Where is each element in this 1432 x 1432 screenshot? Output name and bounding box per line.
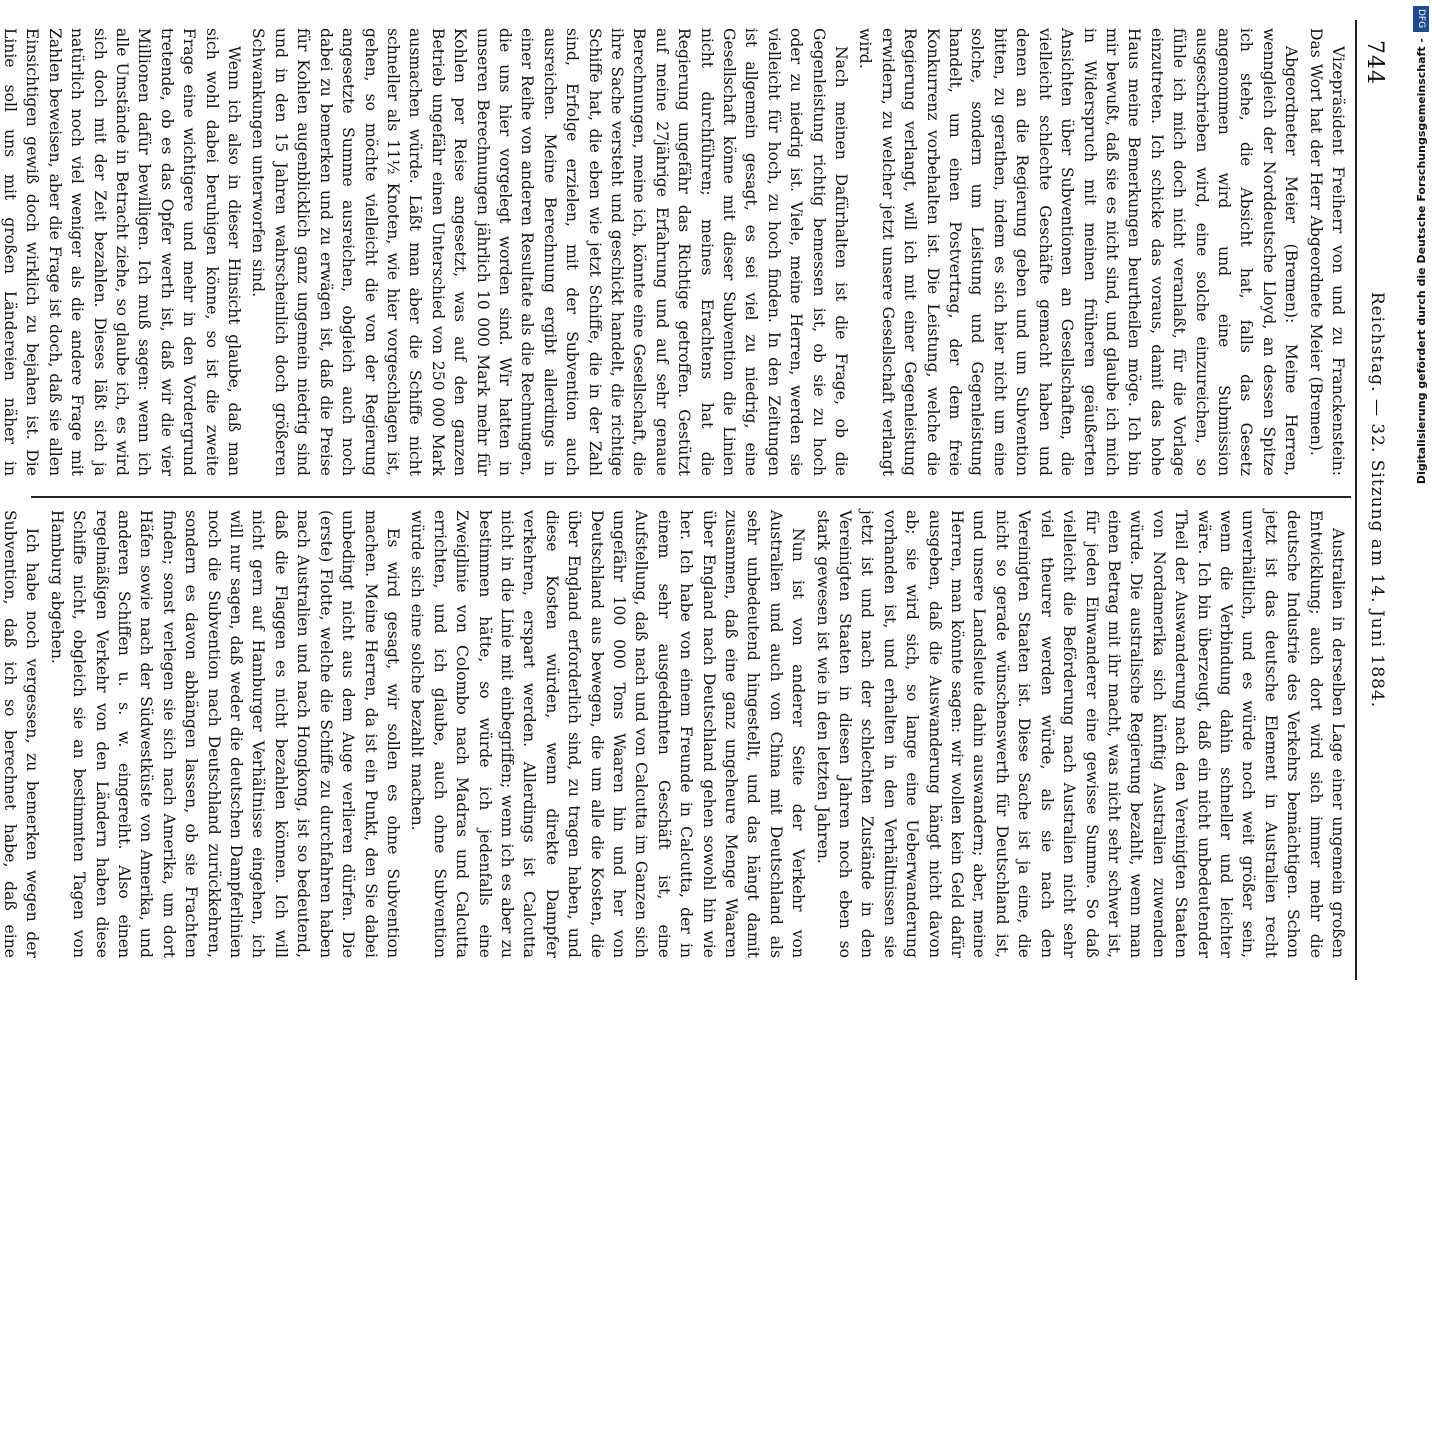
page-header bbox=[1355, 20, 1395, 980]
paragraph: Abgeordneter Meier (Bremen): Meine Herren, wenngleich der Norddeutsche Lloyd, an dessen Spitze ich stehe, die Absicht hat, falls das Gesetz angenommen wird und eine Submission ausgeschrieben wird, eine solche einzureichen, so fühle ich mich doch nicht veranlaßt, für die Vorlage einzutreten. Ich schicke das voraus, damit das hohe Haus meine Bemerkungen beurtheilen möge. Ich bin mir bewußt, daß sie es nicht sind, und glaube ich mich in Widerspruch mit meinen früheren geäußerten Ansichten über Subventionen an Gesellschaften, die vielleicht schlechte Geschäfte gemacht haben und denen an die Regierung geben und um Subvention bitten, zu gerathen, indem es sich hier nicht um eine solche, sondern um Leistung und Gegenleistung handelt, um einen Postvertrag, der dem freie Konkurrenz vorbehalten ist. Die Leistung, welche die Regierung verlangt, will ich mit einer Gegenleistung erwidern, zu welcher jetzt unsere Gesellschaft verlangt wird. bbox=[856, 28, 1301, 476]
paragraph: Ich habe noch vergessen, zu bemerken wegen der Subvention, daß ich so berechnet habe, daß eine bbox=[1, 510, 42, 958]
paragraph: Nach meinen Dafürhalten ist die Frage, ob die Gegenleistung richtig bemessen ist, ob sie zu hoch oder zu niedrig ist. Viele, meine Herren, werden sie vielleicht für hoch, zu hoch finden. In den Zeitungen ist allgemein gesagt, es sei viel zu niedrig, eine Gesellschaft könne mit dieser Subvention die Linien nicht durchführen; meines Erachtens hat die Regierung ungefähr das Richtige getroffen. Gestützt auf meine 27jährige Erfahrung und auf sehr genaue Berechnungen, meine ich, könnte eine Gesellschaft, die ihre Sache versteht und geschickt handelt, die richtige Schiffe hat, die eben wie jetzt Schiffe, die in der Zahl sind, Erfolge erzielen, mit der Subvention auch ausreichen. Meine Berechnung ergibt allerdings in einer Reihe von anderen Resultate als die Rechnungen, die uns hier vorgelegt worden sind. Wir hatten in unseren Berechnungen jährlich 10 000 Mark mehr für Kohlen per Reise angesetzt, was auf den ganzen Betrieb ungefähr einen Unterschied von 250 000 Mark ausmachen würde. Läßt man aber die Schiffe nicht schneller als 11½ Knoten, wie hier vorgeschlagen ist, gehen, so möchte vielleicht die von der Regierung angesetzte Summe ausreichen, obgleich auch noch dabei zu bemerken und zu erwägen ist, daß die Preise für Kohlen augenblicklich ganz ungemein niedrig sind und in den 15 Jahren wahrscheinlich doch größeren Schwankungen unterworfen sind. bbox=[249, 28, 851, 476]
rotated-page-content bbox=[1, 10, 1395, 990]
paragraph: Vizepräsident Freiherr von und zu Franckenstein: Das Wort hat der Herr Abgeordnete Meier (Bremen). bbox=[1306, 28, 1347, 476]
left-column bbox=[1, 28, 1349, 476]
funding-note: Digitalisierung gefördert durch die Deutsche Forschungsgemeinschaft - bbox=[1415, 38, 1428, 485]
column-divider bbox=[31, 496, 1351, 498]
page-title: Reichstag. — 32. Sitzung am 14. Juni 1884. bbox=[1367, 291, 1387, 709]
funding-strip bbox=[1410, 0, 1432, 1000]
paragraph: Es wird gesagt, wir sollen es ohne Subvention machen. Meine Herren, da ist ein Punkt, den Sie dabei unbedingt nicht aus dem Auge verlieren dürfen. Die (erste) Flotte, welche die Schiffe zu durchfahren haben nach Australien und nach Hongkong, ist so bedeutend, daß die Flaggen es nicht bezahlen können. Ich will nicht gern auf Hamburger Verhältnisse eingehen, ich will nur sagen, daß weder die deutschen Dampferlinien noch die Subvention nach Deutschland zurückkehren, sondern es davon abhängen lassen, ob sie Frachten finden; sonst verlegen sie sich nach Amerika, um dort Häfen sowie nach der Südwestküste von Amerika, und anderen Schiffen u. s. w. eingereiht. Also einen regelmäßigen Verkehr von den Ländern haben diese Schiffe nicht, obgleich sie an bestimmten Tagen von Hamburg abgehen. bbox=[47, 510, 402, 958]
paragraph: Nun ist von anderer Seite der Verkehr von Australien und auch von China mit Deutschland als sehr unbedeutend hingestellt, und das hängt damit zusammen, daß eine ganz ungeheure Menge Waaren über England nach Deutschland gehen sowohl hin wie her. Ich habe von einem Freunde in Calcutta, der in einem sehr ausgedehnten Geschäft ist, eine Aufstellung, daß nach und von Calcutta im Ganzen sich ungefähr 100 000 Tons Waaren hin und her von Deutschland aus bewegen, die um alle die Kosten, die über England erforderlich sind, zu tragen haben, und diese Kosten würden, wenn direkte Dampfer verkehren, erspart werden. Allerdings ist Calcutta nicht in die Linie mit einbegriffen; wenn ich es aber zu bestimmen hätte, so würde ich jedenfalls eine Zweiglinie von Colombo nach Madras und Calcutta errichten, und ich glaube, auch ohne Subvention würde sich eine solche bezahlt machen. bbox=[408, 510, 808, 958]
right-column bbox=[1, 510, 1349, 958]
dfg-logo: DFG bbox=[1413, 6, 1429, 32]
page-number: 744 bbox=[1362, 40, 1387, 85]
paragraph: Wenn ich also in dieser Hinsicht glaube, daß man sich wohl dabei beruhigen könne, so ist die zweite Frage eine wichtigere und mehr in den Vordergrund tretende, ob es das Opfer werth ist, daß wir die vier Millionen dafür bewilligen. Ich muß sagen: wenn ich alle Umstände in Betracht ziehe, so glaube ich, es wird sich doch mit der Zeit bezahlen. Dieses läßt sich ja natürlich noch viel weniger als die andere Frage mit Zahlen beweisen, aber die Frage ist doch, daß sie allen Einsichtigen gewiß doch wirklich zu bejahen ist. Die Linie soll uns mit großen Ländereien näher in bbox=[1, 28, 244, 476]
paragraph: Australien in derselben Lage einer ungemein großen Entwicklung; auch dort wird sich immer mehr die deutsche Industrie des Verkehrs bemächtigen. Schon jetzt ist das deutsche Element in Australien recht unverhältlich, und es würde noch weit größer sein, wenn die Verbindung dahin schneller und leichter wäre. Ich bin überzeugt, daß ein nicht unbedeutender Theil der Auswanderung nach den Vereinigten Staaten von Nordamerika sich künftig Australien zuwenden würde. Die australische Regierung bezahlt, wenn man einen Betrag mit ihr macht, was nicht sehr schwer ist, für jeden Einwanderer eine gewisse Summe. So daß vielleicht die Beförderung nach Australien nicht sehr viel theurer werden würde, als sie nach den Vereinigten Staaten ist. Diese Sache ist ja eine, die nicht so gerade wünschenswerth für Deutschland ist, und unsere Landsleute dahin auswandern; aber, meine Herren, man könnte sagen: wir wollen kein Geld dafür ausgeben, daß die Auswanderung hängt nicht davon ab; sie wird sich, so lange eine Ueberwanderung vorhanden ist, und erhalten in den Verhältnissen sie jetzt ist und nach der schlechten Zustände in den Vereinigten Staaten in diesen Jahren noch eben so stark gewesen ist wie in den letzten Jahren. bbox=[813, 510, 1347, 958]
header-rule bbox=[1355, 20, 1357, 980]
